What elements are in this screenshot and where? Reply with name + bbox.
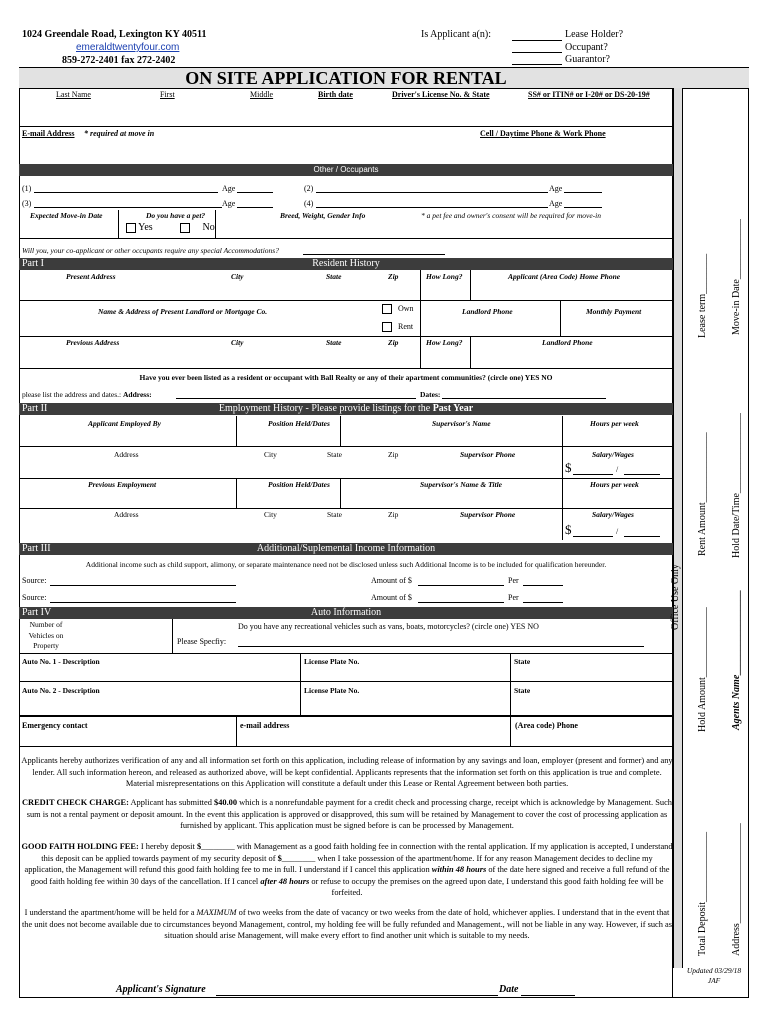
updated-date: Updated 03/29/18 [686, 966, 742, 975]
total-deposit-field: Total Deposit______________ [697, 831, 708, 956]
supervisor-phone-label: Supervisor Phone [460, 450, 516, 459]
option-guarantor: Guarantor? [565, 54, 610, 65]
prev-salary-dollar: $ [565, 522, 572, 537]
checkbox-icon[interactable] [126, 223, 136, 233]
amount-2-label: Amount of $ [371, 593, 412, 602]
checkbox-icon[interactable] [382, 304, 392, 314]
salary-label: Salary/Wages [592, 450, 634, 459]
signature-date-label: Date [499, 984, 519, 995]
prev-how-long-label: How Long? [426, 338, 463, 347]
source-2-label: Source: [22, 593, 47, 602]
source-1-label: Source: [22, 576, 47, 585]
lease-term-field: Lease term________ [697, 253, 708, 338]
employer-address-label: Address [114, 450, 139, 459]
prev-landlord-phone-label: Landlord Phone [542, 338, 593, 347]
landlord-name-label: Name & Address of Present Landlord or Mortgage Co. [98, 307, 268, 316]
office-use-title: Office Use Only [670, 564, 681, 630]
hours-label: Hours per week [590, 419, 639, 428]
employer-state-label: State [327, 450, 342, 459]
occupants-header: Other / Occupants [19, 164, 673, 176]
prev-hours-label: Hours per week [590, 480, 639, 489]
emergency-email-label: e-mail address [240, 721, 290, 730]
part1-header: Part I Resident History [19, 258, 673, 270]
auto-1-label: Auto No. 1 - Description [22, 657, 100, 666]
pet-yes-option[interactable]: Yes [126, 222, 153, 233]
previous-address-label: Previous Address [66, 338, 120, 347]
prev-employer-state-label: State [327, 510, 342, 519]
company-address: 1024 Greendale Road, Lexington KY 40511 [22, 29, 207, 40]
occupant-1-label: (1) [22, 184, 32, 193]
emergency-contact-label: Emergency contact [22, 721, 88, 730]
agents-name-field: Agents Name_________________ [731, 589, 742, 730]
num-vehicles-label: Number of Vehicles on Property [28, 620, 64, 650]
option-occupant: Occupant? [565, 42, 608, 53]
company-phones: 859-272-2401 fax 272-2402 [62, 55, 176, 66]
first-name-label: First [160, 90, 175, 99]
pet-no-option[interactable]: No [180, 222, 215, 233]
part4-header: Part IV Auto Information [19, 607, 673, 619]
ssn-label: SS# or ITIN# or I-20# or DS-20-19# [528, 90, 650, 99]
supervisor-title-label: Supervisor's Name & Title [420, 480, 503, 489]
employer-city-label: City [264, 450, 277, 459]
own-option[interactable]: Own [382, 304, 414, 314]
accommodations-question: Will you, your co-applicant or other occupants require any special Accommodations? [22, 246, 279, 255]
rent-option[interactable]: Rent [382, 322, 413, 332]
prev-city-label: City [231, 338, 244, 347]
email-label: E-mail Address [22, 129, 75, 138]
employer-zip-label: Zip [388, 450, 399, 459]
credit-check-paragraph: CREDIT CHECK CHARGE: Applicant has submitted $40.00 which is a nonrefundable payment for a credit check and processing charge, receipt which is acknowledge by Management. Such sum is not a rental payment or deposit amount. In the event this application is approved or disapproved, this sum will be retained by Management to cover the cost of processing application as furnished by applicant. This application must be signed before is can be processed by Management. [21, 798, 672, 831]
address-field: Address____________________ [731, 823, 742, 956]
amount-1-label: Amount of $ [371, 576, 412, 585]
pet-question: Do you have a pet? [146, 211, 206, 220]
occupant-3-age-label: Age [222, 199, 236, 208]
recreational-vehicles-question: Do you have any recreational vehicles such as vans, boats, motorcycles? (circle one) YES NO [238, 622, 539, 631]
checkbox-icon[interactable] [382, 322, 392, 332]
salary-slash: / [616, 465, 619, 474]
birth-date-label: Birth date [318, 90, 353, 99]
page-title: ON SITE APPLICATION FOR RENTAL [185, 68, 507, 88]
breed-label: Breed, Weight, Gender Info [280, 211, 366, 220]
zip-label: Zip [388, 272, 399, 281]
occupant-2-label: (2) [304, 184, 314, 193]
occupant-4-age-label: Age [549, 199, 563, 208]
move-in-date-field: Move-in Date____________ [731, 219, 742, 335]
position-label: Position Held/Dates [268, 419, 330, 428]
authorization-paragraph: Applicants hereby authorizes verification of any and all information set forth on this application, including release of information by any savings and loan, employer (present and former) and any lender. All such information hereon, and released as authorized above, will be kept confidential. Applicants represents that the information set forth on this application is true and complete. Material misrepresentations on this Application will constitute a default under this Lease or Rental Agreement between both parties. [21, 756, 673, 789]
signature-label: Applicant's Signature [116, 984, 206, 995]
supervisor-label: Supervisor's Name [432, 419, 491, 428]
pet-note: * a pet fee and owner's consent will be required for move-in [421, 211, 601, 220]
hold-paragraph: I understand the apartment/home will be held for a MAXIMUM of two weeks from the date of vacancy or two weeks from the date of hold, whichever applies. I understand that in the event that the unit does not become available due to circumstances beyond Management, control, my holding fee will be fully refunded and Management., will not be liable in any way. However, if such as situation should arise Management, will make every effort to find another unit which is suitable to my needs. [21, 908, 673, 941]
dates-label: Dates: [420, 390, 441, 399]
occupant-4-label: (4) [304, 199, 314, 208]
salary-dollar: $ [565, 460, 572, 475]
part2-header: Part II Employment History - Please provide listings for the Past Year [19, 403, 673, 415]
office-use-strip [673, 88, 683, 968]
middle-name-label: Middle [250, 90, 274, 99]
previous-employment-label: Previous Employment [88, 480, 157, 489]
updated-initials: JAF [707, 976, 721, 985]
hold-amount-field: Hold Amount______________ [697, 607, 708, 732]
auto-2-plate-label: License Plate No. [304, 686, 360, 695]
prev-position-label: Position Held/Dates [268, 480, 330, 489]
occupant-3-label: (3) [22, 199, 32, 208]
license-label: Driver's License No. & State [392, 90, 490, 99]
prev-salary-slash: / [616, 527, 619, 536]
option-lease-holder: Lease Holder? [565, 29, 624, 40]
auto-1-state-label: State [514, 657, 531, 666]
prev-state-label: State [326, 338, 342, 347]
landlord-phone-label: Landlord Phone [462, 307, 513, 316]
auto-1-plate-label: License Plate No. [304, 657, 360, 666]
occupant-1-age-label: Age [222, 184, 236, 193]
emergency-phone-label: (Area code) Phone [515, 721, 578, 730]
last-name-label: Last Name [56, 90, 91, 99]
prev-supervisor-phone-label: Supervisor Phone [460, 510, 516, 519]
company-website[interactable]: emeraldtwentyfour.com [76, 42, 180, 53]
move-in-label: Expected Move-in Date [30, 211, 103, 220]
please-specify-label: Please Specfiy: [177, 637, 227, 646]
please-list-label: please list the address and dates.: Address: [22, 390, 152, 399]
city-label: City [231, 272, 244, 281]
prev-employer-zip-label: Zip [388, 510, 399, 519]
monthly-payment-label: Monthly Payment [586, 307, 642, 316]
prev-salary-label: Salary/Wages [592, 510, 634, 519]
per-1-label: Per [508, 576, 519, 585]
checkbox-icon[interactable] [180, 223, 190, 233]
how-long-label: How Long? [426, 272, 463, 281]
good-faith-paragraph: GOOD FAITH HOLDING FEE: I hereby deposit $________ with Management as a good faith holding fee in connection with the rental application. If my application is accepted, I understand this deposit can be applied towards payment of my security deposit of $________ when I take possession of the apartment/home. If for any reason Management decides to decline my application, the Management will refund this good faith holding fee to me in full. I understand if I cancel this application within 48 hours of the date here signed and receive a full refund of the good faith holding fee within 30 days of the cancellation. If I cancel after 48 hours or refuse to occupy the premises on the agreed upon date, I understand this good faith holding fee will be forfeited. [21, 842, 673, 898]
present-address-label: Present Address [66, 272, 116, 281]
part3-header: Part III Additional/Suplemental Income Information [19, 543, 673, 555]
auto-2-label: Auto No. 2 - Description [22, 686, 100, 695]
income-note: Additional income such as child support, alimony, or separate maintenance need not be disclosed unless such Additional Income is to be included for qualification hereunder. [85, 560, 607, 569]
prev-zip-label: Zip [388, 338, 399, 347]
per-2-label: Per [508, 593, 519, 602]
ball-realty-question: Have you ever been listed as a resident or occupant with Ball Realty or any of their apartment communities? (circle one) YES NO [139, 373, 553, 382]
prev-employer-address-label: Address [114, 510, 139, 519]
hold-date-field: Hold Date/Time________________ [731, 413, 742, 558]
rent-amount-field: Rent Amount______________ [697, 432, 708, 556]
state-label: State [326, 272, 342, 281]
home-phone-label: Applicant (Area Code) Home Phone [508, 272, 621, 281]
occupant-2-age-label: Age [549, 184, 563, 193]
email-note: * required at move in [84, 129, 155, 138]
applicant-type-label: Is Applicant a(n): [421, 29, 491, 40]
employed-by-label: Applicant Employed By [88, 419, 161, 428]
auto-2-state-label: State [514, 686, 531, 695]
phone-label: Cell / Daytime Phone & Work Phone [480, 129, 606, 138]
prev-employer-city-label: City [264, 510, 277, 519]
